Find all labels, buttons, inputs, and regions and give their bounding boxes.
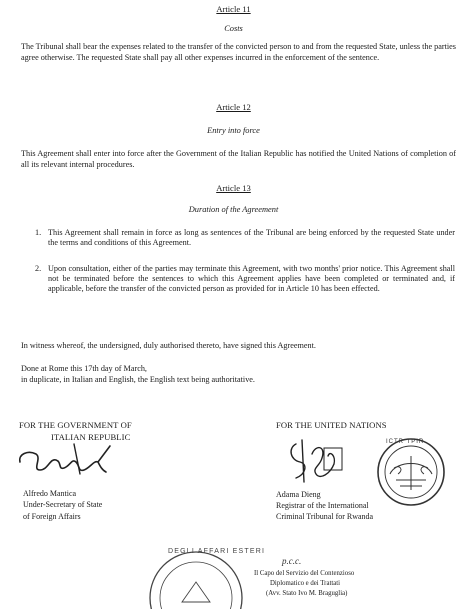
article-12-subtitle: Entry into force	[207, 126, 260, 135]
stamp-initials: p.c.c.	[282, 556, 302, 566]
article-11-subtitle: Costs	[224, 24, 243, 33]
left-signatory-title-2: of Foreign Affairs	[23, 512, 81, 521]
article-13-item-2	[35, 264, 455, 306]
right-signatory-heading: FOR THE UNITED NATIONS	[276, 420, 387, 430]
right-signatory-title-2: Criminal Tribunal for Rwanda	[276, 512, 374, 521]
right-signatory-name: Adama Dieng	[276, 490, 321, 499]
done-line-1: Done at Rome this 17th day of March,	[21, 364, 147, 373]
left-signature-graphic	[14, 440, 124, 480]
article-13-subtitle: Duration of the Agreement	[188, 205, 279, 214]
article-13-item-1	[35, 228, 455, 250]
article-12-body: This Agreement shall enter into force after the Government of the Italian Republic has notified the United Nations of completion of all its relevant internal procedures.	[21, 149, 456, 169]
list-number: 2.	[35, 264, 42, 273]
ictr-seal-icon	[372, 436, 450, 508]
stamp-line-3: (Avv. Stato Ivo M. Braguglia)	[266, 590, 348, 597]
left-signatory-heading-2: ITALIAN REPUBLIC	[51, 432, 131, 442]
left-signatory-heading-1: FOR THE GOVERNMENT OF	[19, 420, 132, 430]
right-signature-graphic	[282, 434, 362, 488]
ministry-seal-text: DEGLI AFFARI ESTERI	[168, 548, 266, 555]
stamp-line-1: Il Capo del Servizio del Contenzioso	[254, 570, 355, 577]
done-line-2: in duplicate, in Italian and English, the English text being authoritative.	[21, 375, 255, 384]
article-13-title: Article 13	[216, 183, 251, 193]
article-11-title: Article 11	[216, 4, 251, 14]
article-11-body: The Tribunal shall bear the expenses related to the transfer of the convicted person to and from the requested State, unless the parties agree otherwise. The requested State shall pay all other expenses incurred in the enforcement of the sentence.	[21, 42, 456, 62]
list-number: 1.	[35, 228, 42, 237]
left-signatory-title-1: Under-Secretary of State	[23, 500, 103, 509]
article-12-title: Article 12	[216, 102, 251, 112]
ictr-seal-text: ICTR TPIR	[386, 439, 425, 445]
stamp-line-2: Diplomatico e dei Trattati	[270, 580, 341, 587]
right-signatory-title-1: Registrar of the International	[276, 501, 369, 510]
list-text: This Agreement shall remain in force as long as sentences of the Tribunal are being enforced by the requested State under the terms and conditions of this Agreement.	[48, 228, 455, 248]
list-text: Upon consultation, either of the parties may terminate this Agreement, with two months' prior notice. This Agreement shall not be terminated before the sentences to which this Agreement applies have been completed or terminated and, if applicable, before the transfer of the convicted person as provided for in Article 10 has been effected.	[48, 264, 455, 294]
left-signatory-name: Alfredo Mantica	[23, 489, 77, 498]
witness-clause: In witness whereof, the undersigned, duly authorised thereto, have signed this Agreement.	[21, 341, 316, 350]
